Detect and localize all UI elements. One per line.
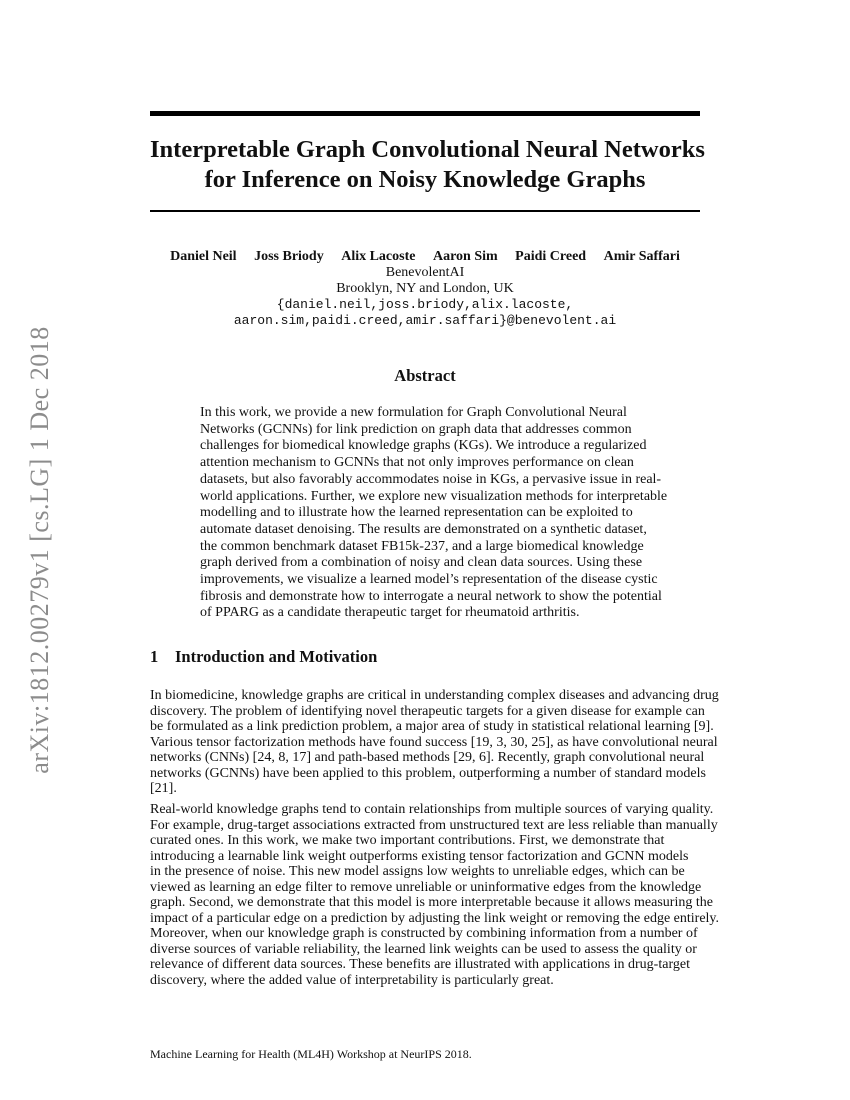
abstract-line: graph derived from a combination of noisy and clean data sources. Using these xyxy=(200,555,643,571)
author-name: Aaron Sim xyxy=(432,249,498,264)
author-name: Daniel Neil xyxy=(170,249,237,264)
abstract-line: Networks (GCNNs) for link prediction on graph data that addresses common xyxy=(200,421,632,437)
body-line: For example, drug-target associations extracted from unstructured text are less reliable than manually xyxy=(150,817,718,833)
title-top-rule xyxy=(150,111,700,116)
abstract-line: improvements, we visualize a learned model’s representation of the disease cystic xyxy=(200,572,658,588)
intro-paragraph-2 xyxy=(150,802,720,988)
body-line: Moreover, when our knowledge graph is constructed by combining information from a number of xyxy=(150,926,698,941)
abstract-line: world applications. Further, we explore new visualization methods for interpretable xyxy=(200,488,668,504)
body-line: graph. Second, we demonstrate that this model is more interpretable because it allows measuring the xyxy=(150,895,713,910)
author-name: Alix Lacoste xyxy=(341,249,416,264)
section-heading xyxy=(150,647,700,667)
abstract-line: of PPARG as a candidate therapeutic target for rheumatoid arthritis. xyxy=(200,605,580,621)
body-line: viewed as learning an edge filter to remove unreliable or uninformative edges from the knowledge xyxy=(150,879,702,895)
body-line: in the presence of noise. This new model assigns low weights to unreliable edges, which can be xyxy=(150,864,685,879)
author-name: Amir Saffari xyxy=(603,249,680,264)
abstract-heading: Abstract xyxy=(394,366,456,385)
affiliation-block xyxy=(150,265,700,329)
abstract-line: attention mechanism to GCNNs that not only improves performance on clean xyxy=(200,455,634,471)
section-number: 1 xyxy=(150,647,159,666)
body-line: In biomedicine, knowledge graphs are critical in understanding complex diseases and advancing drug xyxy=(150,688,719,703)
body-line: be formulated as a link prediction problem, a major area of study in statistical relational learning [9]. xyxy=(150,719,714,734)
section-title: Introduction and Motivation xyxy=(175,647,378,666)
author-list xyxy=(150,249,700,265)
abstract-line: challenges for biomedical knowledge graphs (KGs). We introduce a regularized xyxy=(200,438,647,454)
body-line: networks (CNNs) [24, 8, 17] and path-based methods [29, 6]. Recently, graph convolutional neural xyxy=(150,750,705,765)
paper-title xyxy=(150,135,705,195)
body-line: discovery. The problem of identifying novel therapeutic targets for a given disease for example can xyxy=(150,703,705,719)
abstract-line: fibrosis and demonstrate how to interrogate a neural network to show the potential xyxy=(200,588,662,604)
author-emails-line-2: aaron.sim,paidi.creed,amir.saffari}@benevolent.ai xyxy=(233,313,617,328)
intro-paragraph-1 xyxy=(150,688,719,797)
abstract-line: modelling and to illustrate how the learned representation can be exploited to xyxy=(200,505,633,521)
abstract-body xyxy=(200,405,668,622)
abstract-line: automate dataset denoising. The results are demonstrated on a synthetic dataset, xyxy=(200,521,647,537)
author-name: Paidi Creed xyxy=(515,249,587,264)
body-line: introducing a learnable link weight outperforms existing tensor factorization and GCNN models xyxy=(150,848,689,864)
body-line: relevance of different data sources. These benefits are illustrated with applications in drug-target xyxy=(150,957,690,972)
title-line-2: for Inference on Noisy Knowledge Graphs xyxy=(204,166,646,193)
abstract-line: the common benchmark dataset FB15k-237, and a large biomedical knowledge xyxy=(200,538,644,554)
affiliation-location: Brooklyn, NY and London, UK xyxy=(336,281,514,296)
body-line: impact of a particular edge on a prediction by adjusting the link weight or removing the edge entirely. xyxy=(150,910,720,926)
abstract-line: In this work, we provide a new formulation for Graph Convolutional Neural xyxy=(200,405,627,420)
affiliation-org: BenevolentAI xyxy=(385,265,465,280)
body-line: [21]. xyxy=(150,781,177,796)
body-line: diverse sources of variable reliability, the learned link weights can be used to assess the quality or xyxy=(150,941,697,957)
body-line: Real-world knowledge graphs tend to contain relationships from multiple sources of varying quality. xyxy=(150,802,714,817)
body-line: discovery, where the added value of interpretability is particularly great. xyxy=(150,972,554,988)
abstract-line: datasets, but also favorably accommodates noise in KGs, a pervasive issue in real- xyxy=(200,471,662,487)
author-name: Joss Briody xyxy=(254,249,324,264)
arxiv-identifier: arXiv:1812.00279v1 [cs.LG] 1 Dec 2018 xyxy=(25,326,54,774)
venue-footnote: Machine Learning for Health (ML4H) Workshop at NeurIPS 2018. xyxy=(150,1047,472,1061)
author-emails-line-1: {daniel.neil,joss.briody,alix.lacoste, xyxy=(276,297,574,312)
body-line: networks (GCNNs) have been applied to this problem, outperforming a number of standard models xyxy=(150,765,706,781)
title-line-1: Interpretable Graph Convolutional Neural Networks xyxy=(150,136,705,163)
body-line: Various tensor factorization methods have found success [19, 3, 30, 25], as have convolutional neural xyxy=(150,734,718,750)
title-bottom-rule xyxy=(150,210,700,212)
body-line: curated ones. In this work, we make two important contributions. First, we demonstrate that xyxy=(150,833,665,848)
